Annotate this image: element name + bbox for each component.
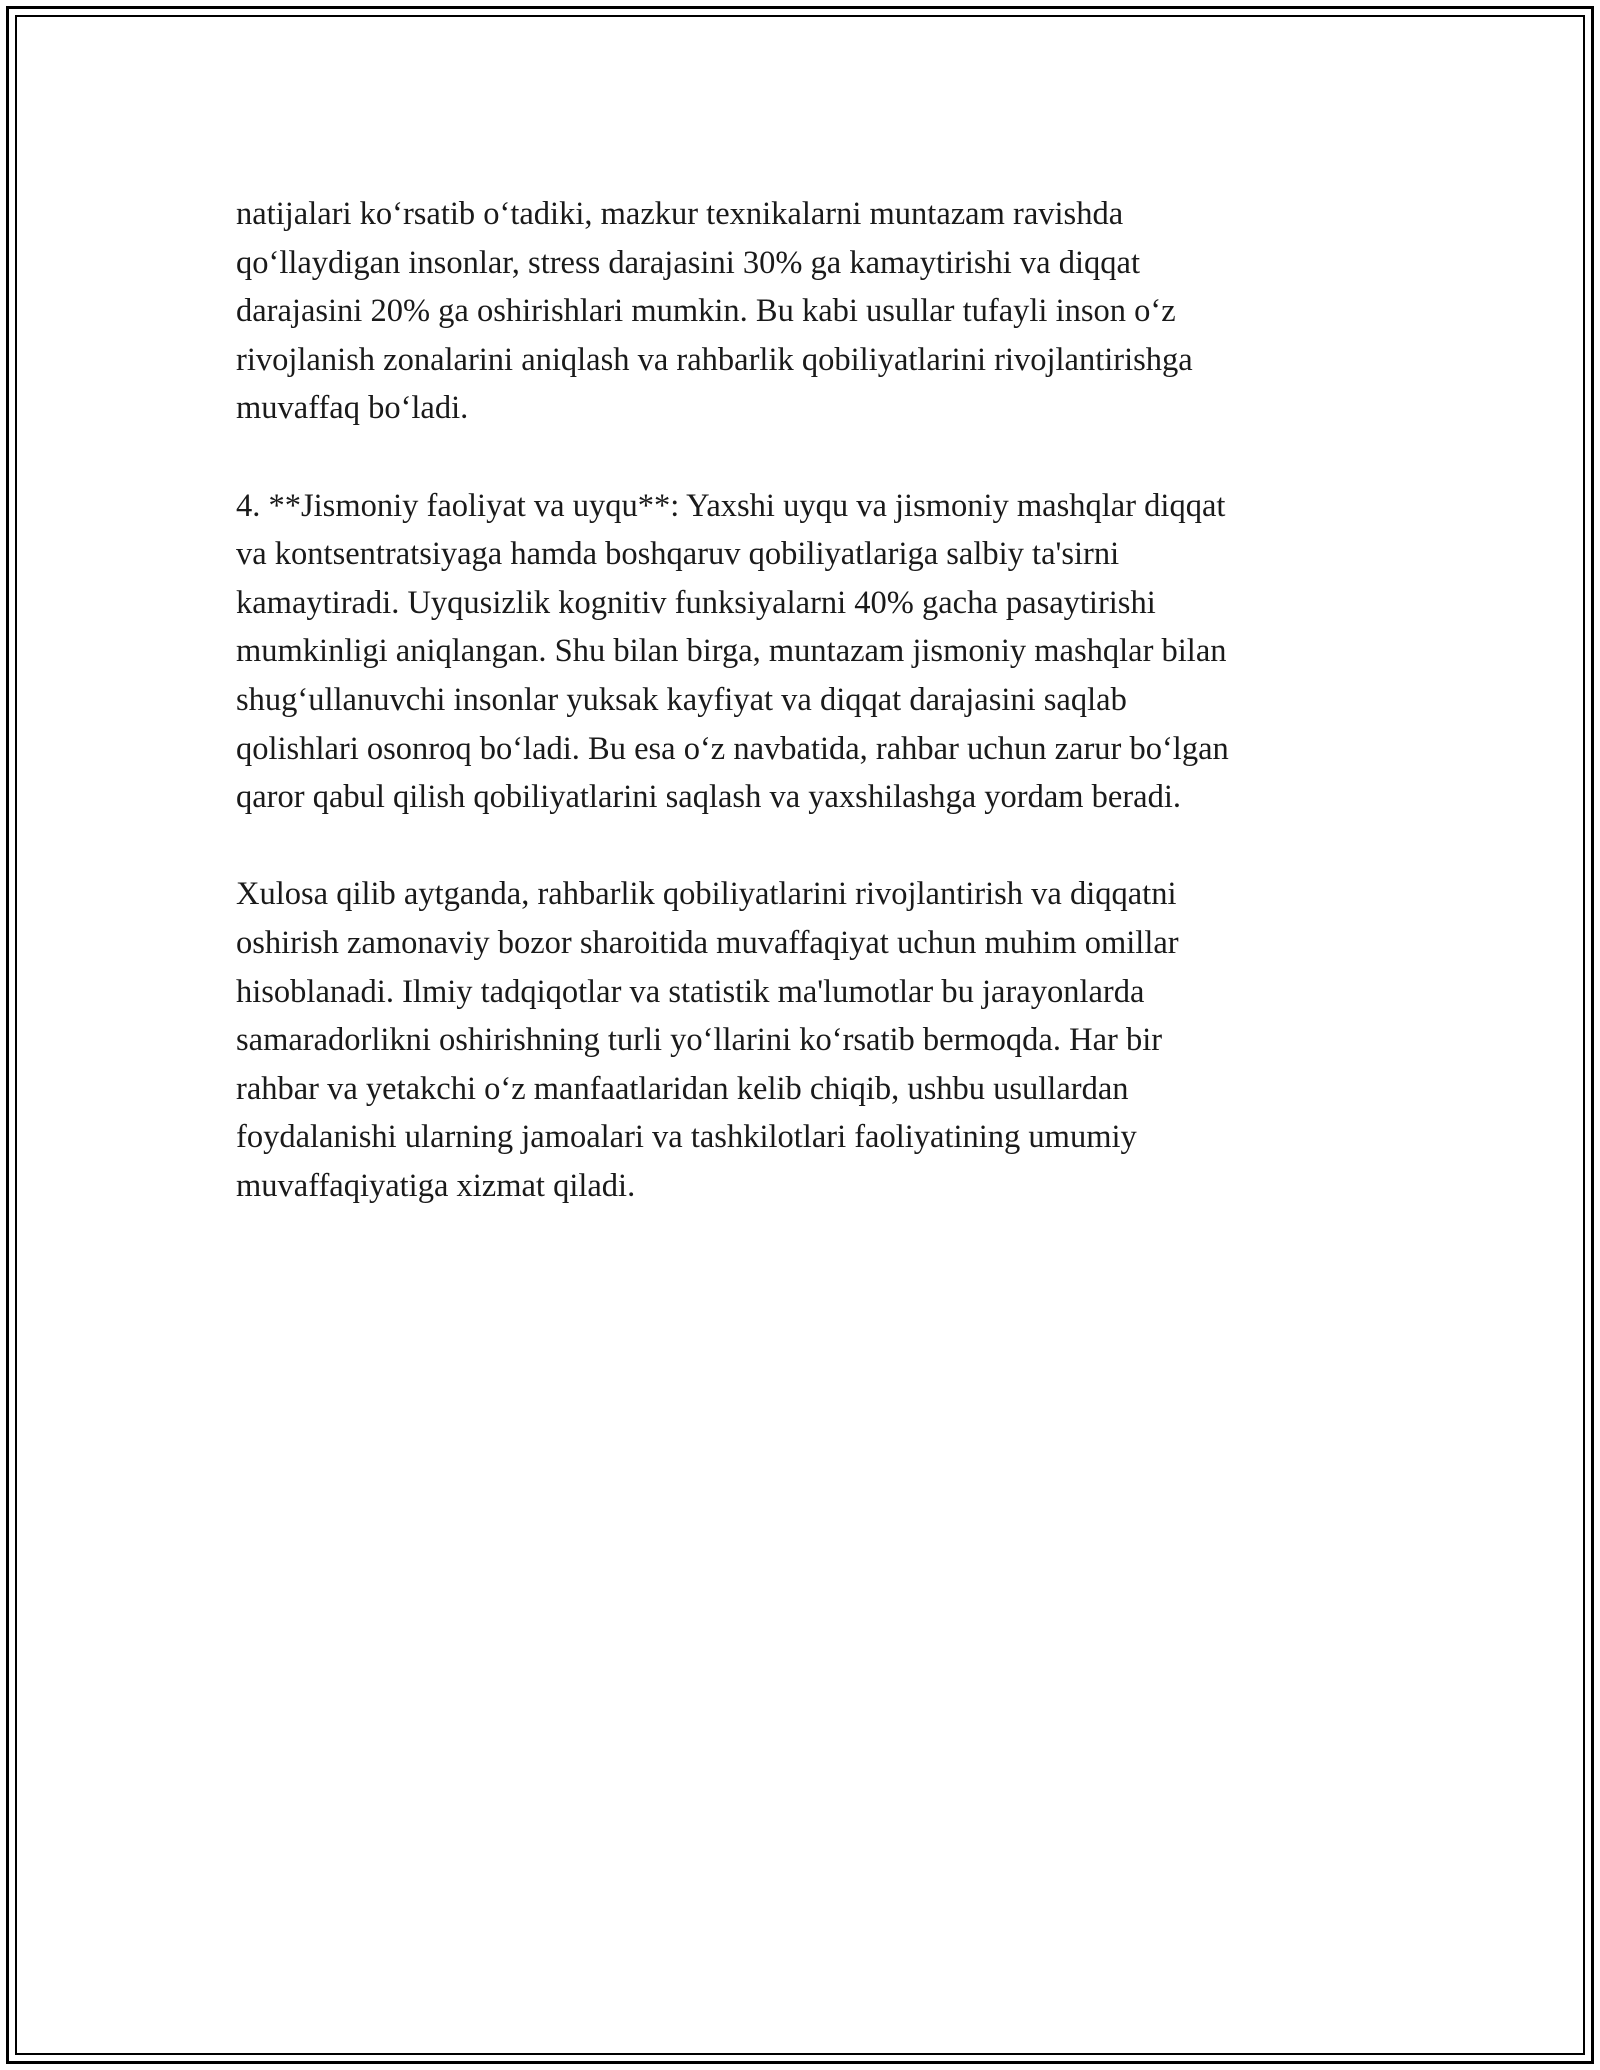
paragraph-continuation: natijalari ko‘rsatib o‘tadiki, mazkur texnikalarni muntazam ravishda qo‘llaydigan insonlar, stress darajasini 30% ga kamaytirishi va diqqat darajasini 20% ga oshirishlari mumkin. Bu kabi usullar tufayli inson o‘z rivojlanish zonalarini aniqlash va rahbarlik qobiliyatlarini rivojlantirishga muvaffaq bo‘ladi. (236, 196, 1193, 427)
document-body (236, 190, 1366, 1259)
paragraph-physical-activity-sleep: 4. **Jismoniy faoliyat va uyqu**: Yaxshi uyqu va jismoniy mashqlar diqqat va kontsentratsiyaga hamda boshqaruv qobiliyatlariga salbiy ta'sirni kamaytiradi. Uyqusizlik kognitiv funksiyalarni 40% gacha pasaytirishi mumkinligi aniqlangan. Shu bilan birga, muntazam jismoniy mashqlar bilan shug‘ullanuvchi insonlar yuksak kayfiyat va diqqat darajasini saqlab qolishlari osonroq bo‘ladi. Bu esa o‘z navbatida, rahbar uchun zarur bo‘lgan qaror qabul qilish qobiliyatlarini saqlash va yaxshilashga yordam beradi. (236, 487, 1229, 816)
paragraph-conclusion: Xulosa qilib aytganda, rahbarlik qobiliyatlarini rivojlantirish va diqqatni oshirish zamonaviy bozor sharoitida muvaffaqiyat uchun muhim omillar hisoblanadi. Ilmiy tadqiqotlar va statistik ma'lumotlar bu jarayonlarda samaradorlikni oshirishning turli yo‘llarini ko‘rsatib bermoqda. Har bir rahbar va yetakchi o‘z manfaatlaridan kelib chiqib, ushbu usullardan foydalanishi ularning jamoalari va tashkilotlari faoliyatining umumiy muvaffaqiyatiga xizmat qiladi. (236, 876, 1179, 1204)
